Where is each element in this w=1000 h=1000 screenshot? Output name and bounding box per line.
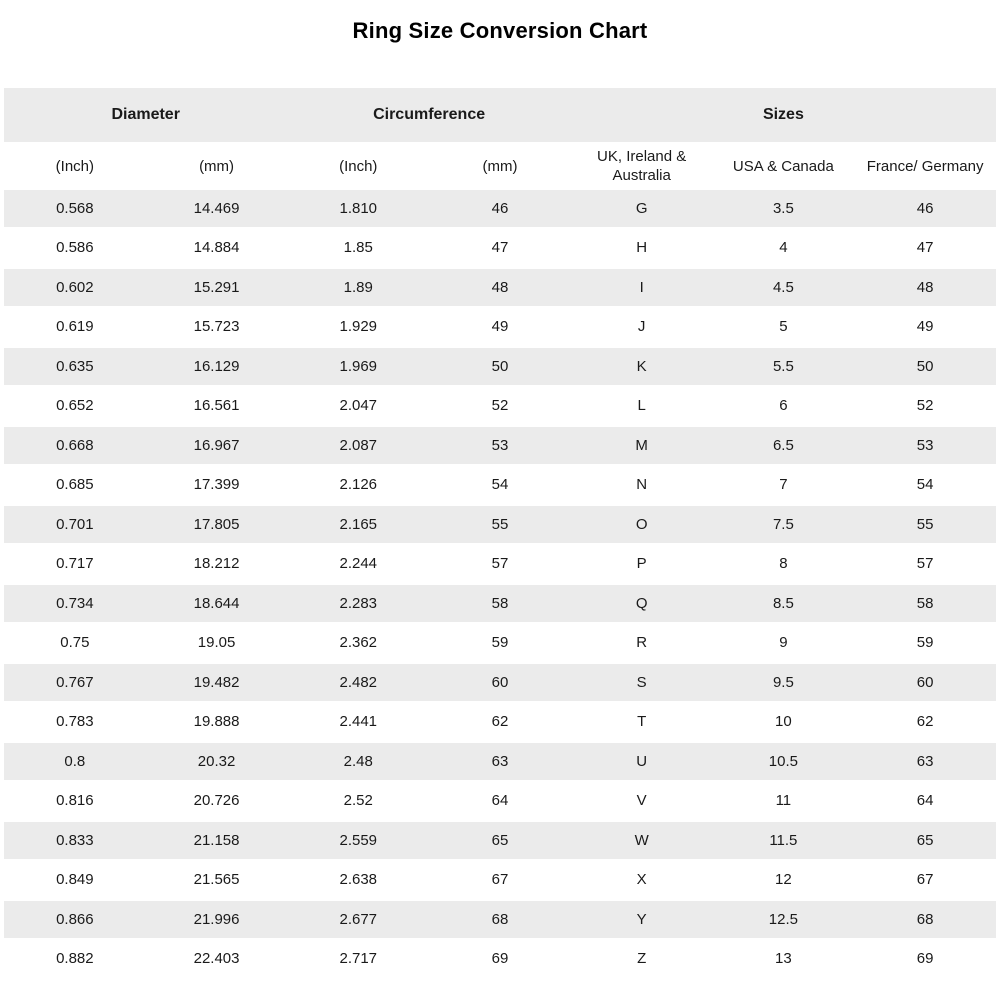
table-cell-r13-c2: 2.441: [287, 704, 429, 744]
table-cell-r15-c1: 20.726: [146, 783, 288, 823]
table-cell-r19-c5: 13: [713, 941, 855, 981]
table-cell-r4-c5: 5.5: [713, 348, 855, 388]
table-cell-r6-c1: 16.967: [146, 427, 288, 467]
table-cell-r12-c4: S: [571, 664, 713, 704]
table-cell-r7-c0: 0.685: [4, 467, 146, 507]
table-cell-r5-c4: L: [571, 388, 713, 428]
table-row: [4, 585, 996, 625]
table-cell-r10-c5: 8.5: [713, 585, 855, 625]
table-row: [4, 348, 996, 388]
table-cell-r2-c6: 48: [854, 269, 996, 309]
table-cell-r9-c1: 18.212: [146, 546, 288, 586]
table-cell-r9-c0: 0.717: [4, 546, 146, 586]
table-cell-r10-c0: 0.734: [4, 585, 146, 625]
table-cell-r7-c2: 2.126: [287, 467, 429, 507]
table-cell-r10-c6: 58: [854, 585, 996, 625]
table-cell-r3-c6: 49: [854, 309, 996, 349]
table-cell-r8-c6: 55: [854, 506, 996, 546]
table-row: [4, 704, 996, 744]
table-cell-r3-c0: 0.619: [4, 309, 146, 349]
table-cell-r16-c4: W: [571, 822, 713, 862]
table-row: [4, 467, 996, 507]
column-header-row: [4, 142, 996, 190]
table-cell-r13-c1: 19.888: [146, 704, 288, 744]
table-cell-r8-c0: 0.701: [4, 506, 146, 546]
table-cell-r5-c3: 52: [429, 388, 571, 428]
table-row: [4, 546, 996, 586]
table-cell-r11-c5: 9: [713, 625, 855, 665]
table-cell-r17-c2: 2.638: [287, 862, 429, 902]
table-cell-r18-c2: 2.677: [287, 901, 429, 941]
table-cell-r6-c6: 53: [854, 427, 996, 467]
table-cell-r4-c1: 16.129: [146, 348, 288, 388]
table-cell-r12-c5: 9.5: [713, 664, 855, 704]
table-cell-r12-c3: 60: [429, 664, 571, 704]
table-cell-r17-c4: X: [571, 862, 713, 902]
table-cell-r16-c2: 2.559: [287, 822, 429, 862]
table-cell-r9-c3: 57: [429, 546, 571, 586]
table-cell-r12-c1: 19.482: [146, 664, 288, 704]
table-cell-r0-c6: 46: [854, 190, 996, 230]
table-cell-r0-c2: 1.810: [287, 190, 429, 230]
table-cell-r0-c0: 0.568: [4, 190, 146, 230]
table-cell-r3-c2: 1.929: [287, 309, 429, 349]
table-cell-r7-c1: 17.399: [146, 467, 288, 507]
table-cell-r5-c6: 52: [854, 388, 996, 428]
table-cell-r15-c2: 2.52: [287, 783, 429, 823]
table-cell-r5-c5: 6: [713, 388, 855, 428]
table-cell-r6-c2: 2.087: [287, 427, 429, 467]
table-cell-r16-c1: 21.158: [146, 822, 288, 862]
table-row: [4, 625, 996, 665]
table-cell-r17-c1: 21.565: [146, 862, 288, 902]
table-cell-r8-c2: 2.165: [287, 506, 429, 546]
table-cell-r0-c5: 3.5: [713, 190, 855, 230]
table-cell-r10-c3: 58: [429, 585, 571, 625]
table-cell-r14-c0: 0.8: [4, 743, 146, 783]
table-row: [4, 427, 996, 467]
table-cell-r14-c3: 63: [429, 743, 571, 783]
table-row: [4, 862, 996, 902]
column-header-2: (Inch): [287, 142, 429, 190]
table-cell-r12-c2: 2.482: [287, 664, 429, 704]
table-cell-r11-c4: R: [571, 625, 713, 665]
table-row: [4, 190, 996, 230]
table-cell-r8-c3: 55: [429, 506, 571, 546]
table-cell-r15-c0: 0.816: [4, 783, 146, 823]
table-cell-r13-c3: 62: [429, 704, 571, 744]
table-cell-r19-c1: 22.403: [146, 941, 288, 981]
table-cell-r7-c4: N: [571, 467, 713, 507]
table-cell-r14-c6: 63: [854, 743, 996, 783]
table-cell-r6-c0: 0.668: [4, 427, 146, 467]
table-cell-r8-c1: 17.805: [146, 506, 288, 546]
table-cell-r5-c1: 16.561: [146, 388, 288, 428]
table-row: [4, 901, 996, 941]
table-cell-r2-c0: 0.602: [4, 269, 146, 309]
table-cell-r1-c2: 1.85: [287, 230, 429, 270]
table-cell-r4-c2: 1.969: [287, 348, 429, 388]
table-cell-r1-c6: 47: [854, 230, 996, 270]
table-row: [4, 506, 996, 546]
table-cell-r4-c6: 50: [854, 348, 996, 388]
table-cell-r15-c6: 64: [854, 783, 996, 823]
table-cell-r1-c1: 14.884: [146, 230, 288, 270]
table-cell-r17-c6: 67: [854, 862, 996, 902]
table-row: [4, 941, 996, 981]
table-cell-r4-c4: K: [571, 348, 713, 388]
table-cell-r1-c3: 47: [429, 230, 571, 270]
column-header-4: UK, Ireland & Australia: [571, 142, 713, 190]
table-cell-r17-c5: 12: [713, 862, 855, 902]
group-header-row: [4, 88, 996, 142]
column-header-0: (Inch): [4, 142, 146, 190]
table-row: [4, 269, 996, 309]
table-header: [4, 88, 996, 190]
table-cell-r8-c4: O: [571, 506, 713, 546]
table-cell-r14-c4: U: [571, 743, 713, 783]
table-cell-r16-c3: 65: [429, 822, 571, 862]
table-cell-r4-c0: 0.635: [4, 348, 146, 388]
table-row: [4, 230, 996, 270]
table-cell-r2-c5: 4.5: [713, 269, 855, 309]
table-cell-r2-c4: I: [571, 269, 713, 309]
table-row: [4, 664, 996, 704]
table-cell-r11-c0: 0.75: [4, 625, 146, 665]
table-cell-r9-c2: 2.244: [287, 546, 429, 586]
table-cell-r3-c1: 15.723: [146, 309, 288, 349]
table-cell-r2-c1: 15.291: [146, 269, 288, 309]
table-row: [4, 783, 996, 823]
table-cell-r7-c6: 54: [854, 467, 996, 507]
table-cell-r0-c4: G: [571, 190, 713, 230]
table-cell-r6-c3: 53: [429, 427, 571, 467]
table-cell-r18-c6: 68: [854, 901, 996, 941]
table-cell-r18-c5: 12.5: [713, 901, 855, 941]
table-cell-r5-c2: 2.047: [287, 388, 429, 428]
group-header-diameter: Diameter: [4, 88, 287, 142]
table-cell-r8-c5: 7.5: [713, 506, 855, 546]
table-cell-r5-c0: 0.652: [4, 388, 146, 428]
table-cell-r7-c3: 54: [429, 467, 571, 507]
table-cell-r11-c3: 59: [429, 625, 571, 665]
table-cell-r17-c3: 67: [429, 862, 571, 902]
table-cell-r18-c4: Y: [571, 901, 713, 941]
table-cell-r11-c2: 2.362: [287, 625, 429, 665]
page-title: Ring Size Conversion Chart: [352, 18, 648, 43]
table-cell-r12-c0: 0.767: [4, 664, 146, 704]
table-cell-r15-c5: 11: [713, 783, 855, 823]
table-cell-r1-c0: 0.586: [4, 230, 146, 270]
column-header-3: (mm): [429, 142, 571, 190]
group-header-sizes: Sizes: [571, 88, 996, 142]
column-header-1: (mm): [146, 142, 288, 190]
column-header-5: USA & Canada: [713, 142, 855, 190]
table-cell-r1-c5: 4: [713, 230, 855, 270]
table-cell-r14-c5: 10.5: [713, 743, 855, 783]
table-cell-r19-c6: 69: [854, 941, 996, 981]
table-cell-r16-c6: 65: [854, 822, 996, 862]
table-cell-r1-c4: H: [571, 230, 713, 270]
table-row: [4, 743, 996, 783]
table-cell-r6-c5: 6.5: [713, 427, 855, 467]
table-cell-r17-c0: 0.849: [4, 862, 146, 902]
table-cell-r3-c3: 49: [429, 309, 571, 349]
table-cell-r2-c2: 1.89: [287, 269, 429, 309]
table-cell-r11-c1: 19.05: [146, 625, 288, 665]
table-cell-r0-c1: 14.469: [146, 190, 288, 230]
group-header-circumference: Circumference: [287, 88, 570, 142]
table-cell-r19-c2: 2.717: [287, 941, 429, 981]
table-cell-r16-c5: 11.5: [713, 822, 855, 862]
table-cell-r19-c4: Z: [571, 941, 713, 981]
column-header-6: France/ Germany: [854, 142, 996, 190]
table-cell-r13-c4: T: [571, 704, 713, 744]
table-cell-r11-c6: 59: [854, 625, 996, 665]
table-cell-r19-c3: 69: [429, 941, 571, 981]
table-cell-r9-c4: P: [571, 546, 713, 586]
table-cell-r4-c3: 50: [429, 348, 571, 388]
table-row: [4, 388, 996, 428]
table-row: [4, 822, 996, 862]
table-cell-r6-c4: M: [571, 427, 713, 467]
table-cell-r16-c0: 0.833: [4, 822, 146, 862]
table-cell-r14-c1: 20.32: [146, 743, 288, 783]
table-cell-r10-c1: 18.644: [146, 585, 288, 625]
table-row: [4, 309, 996, 349]
table-cell-r9-c5: 8: [713, 546, 855, 586]
table-cell-r14-c2: 2.48: [287, 743, 429, 783]
table-cell-r13-c0: 0.783: [4, 704, 146, 744]
table-cell-r15-c3: 64: [429, 783, 571, 823]
table-cell-r12-c6: 60: [854, 664, 996, 704]
table-cell-r15-c4: V: [571, 783, 713, 823]
table-cell-r19-c0: 0.882: [4, 941, 146, 981]
table-cell-r9-c6: 57: [854, 546, 996, 586]
table-body: [4, 190, 996, 980]
table-cell-r18-c1: 21.996: [146, 901, 288, 941]
table-cell-r2-c3: 48: [429, 269, 571, 309]
table-cell-r3-c4: J: [571, 309, 713, 349]
table-cell-r18-c3: 68: [429, 901, 571, 941]
table-cell-r7-c5: 7: [713, 467, 855, 507]
table-cell-r10-c2: 2.283: [287, 585, 429, 625]
table-cell-r13-c6: 62: [854, 704, 996, 744]
table-cell-r13-c5: 10: [713, 704, 855, 744]
ring-size-conversion-table: [4, 88, 996, 980]
table-cell-r18-c0: 0.866: [4, 901, 146, 941]
table-cell-r0-c3: 46: [429, 190, 571, 230]
table-cell-r10-c4: Q: [571, 585, 713, 625]
table-cell-r3-c5: 5: [713, 309, 855, 349]
